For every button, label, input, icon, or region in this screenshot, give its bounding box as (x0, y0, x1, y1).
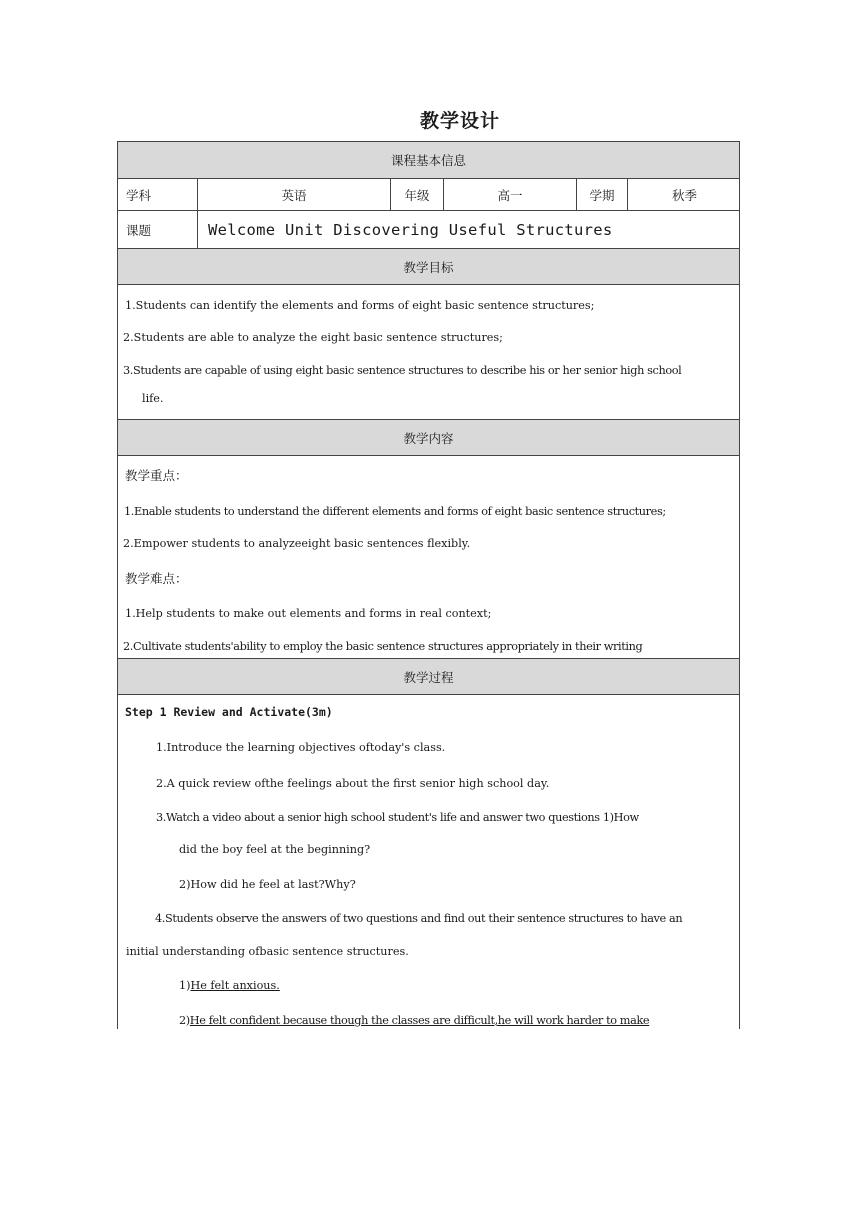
label-subject: 学科 (118, 179, 198, 210)
difficult-points-label: 教学难点： (125, 571, 188, 586)
section-header-objectives: 教学目标 (118, 249, 739, 285)
label-term: 学期 (577, 179, 628, 210)
label-grade: 年级 (391, 179, 444, 210)
section-header-basic-info: 课程基本信息 (118, 142, 739, 179)
lesson-plan-table (117, 141, 740, 1029)
document-title: 教学设计 (419, 110, 500, 132)
topic-row (118, 211, 739, 249)
answer-number: 1) (179, 979, 191, 992)
process-line: initial understanding ofbasic sentence structures. (126, 945, 409, 958)
objectives-body (118, 285, 739, 420)
difficult-point-item: 2.Cultivate students'ability to employ the basic sentence structures appropriately in their writing (123, 640, 643, 653)
answer-text: He felt anxious. (190, 979, 280, 992)
objective-item: 1.Students can identify the elements and forms of eight basic sentence structures; (125, 299, 595, 312)
process-line: 1.Introduce the learning objectives oftoday's class. (156, 741, 446, 754)
process-line: 4.Students observe the answers of two questions and find out their sentence structures to have an (155, 912, 683, 925)
key-point-item: 2.Empower students to analyzeeight basic sentences flexibly. (123, 537, 471, 550)
section-header-process: 教学过程 (118, 659, 739, 695)
answer-line (179, 1014, 649, 1027)
process-line: 2.A quick review ofthe feelings about the first senior high school day. (156, 777, 550, 790)
objective-item-continuation: life. (142, 392, 164, 405)
basic-info-row (118, 179, 739, 211)
objective-item: 2.Students are able to analyze the eight basic sentence structures; (123, 331, 503, 344)
step-title: Step 1 Review and Activate(3m) (125, 705, 333, 719)
process-line: 2)How did he feel at last?Why? (179, 878, 356, 891)
value-term: 秋季 (671, 187, 697, 203)
section-header-content: 教学内容 (118, 420, 739, 456)
process-line: did the boy feel at the beginning? (179, 843, 371, 856)
key-points-label: 教学重点： (125, 468, 188, 483)
difficult-point-item: 1.Help students to make out elements and forms in real context; (125, 607, 492, 620)
key-point-item: 1.Enable students to understand the different elements and forms of eight basic sentence structures; (124, 505, 666, 518)
answer-number: 2) (179, 1014, 190, 1027)
process-body (118, 695, 739, 1029)
answer-line (179, 979, 280, 992)
answer-text: He felt confident because though the classes are difficult,he will work harder to make (189, 1014, 650, 1027)
value-grade: 高一 (444, 179, 577, 210)
label-topic: 课题 (118, 211, 198, 248)
process-line: 3.Watch a video about a senior high school student's life and answer two questions 1)How (156, 811, 639, 824)
content-body (118, 456, 739, 659)
objective-item: 3.Students are capable of using eight basic sentence structures to describe his or her senior high school (123, 364, 682, 377)
value-topic: Welcome Unit Discovering Useful Structures (208, 220, 613, 239)
value-subject: 英语 (198, 179, 391, 210)
